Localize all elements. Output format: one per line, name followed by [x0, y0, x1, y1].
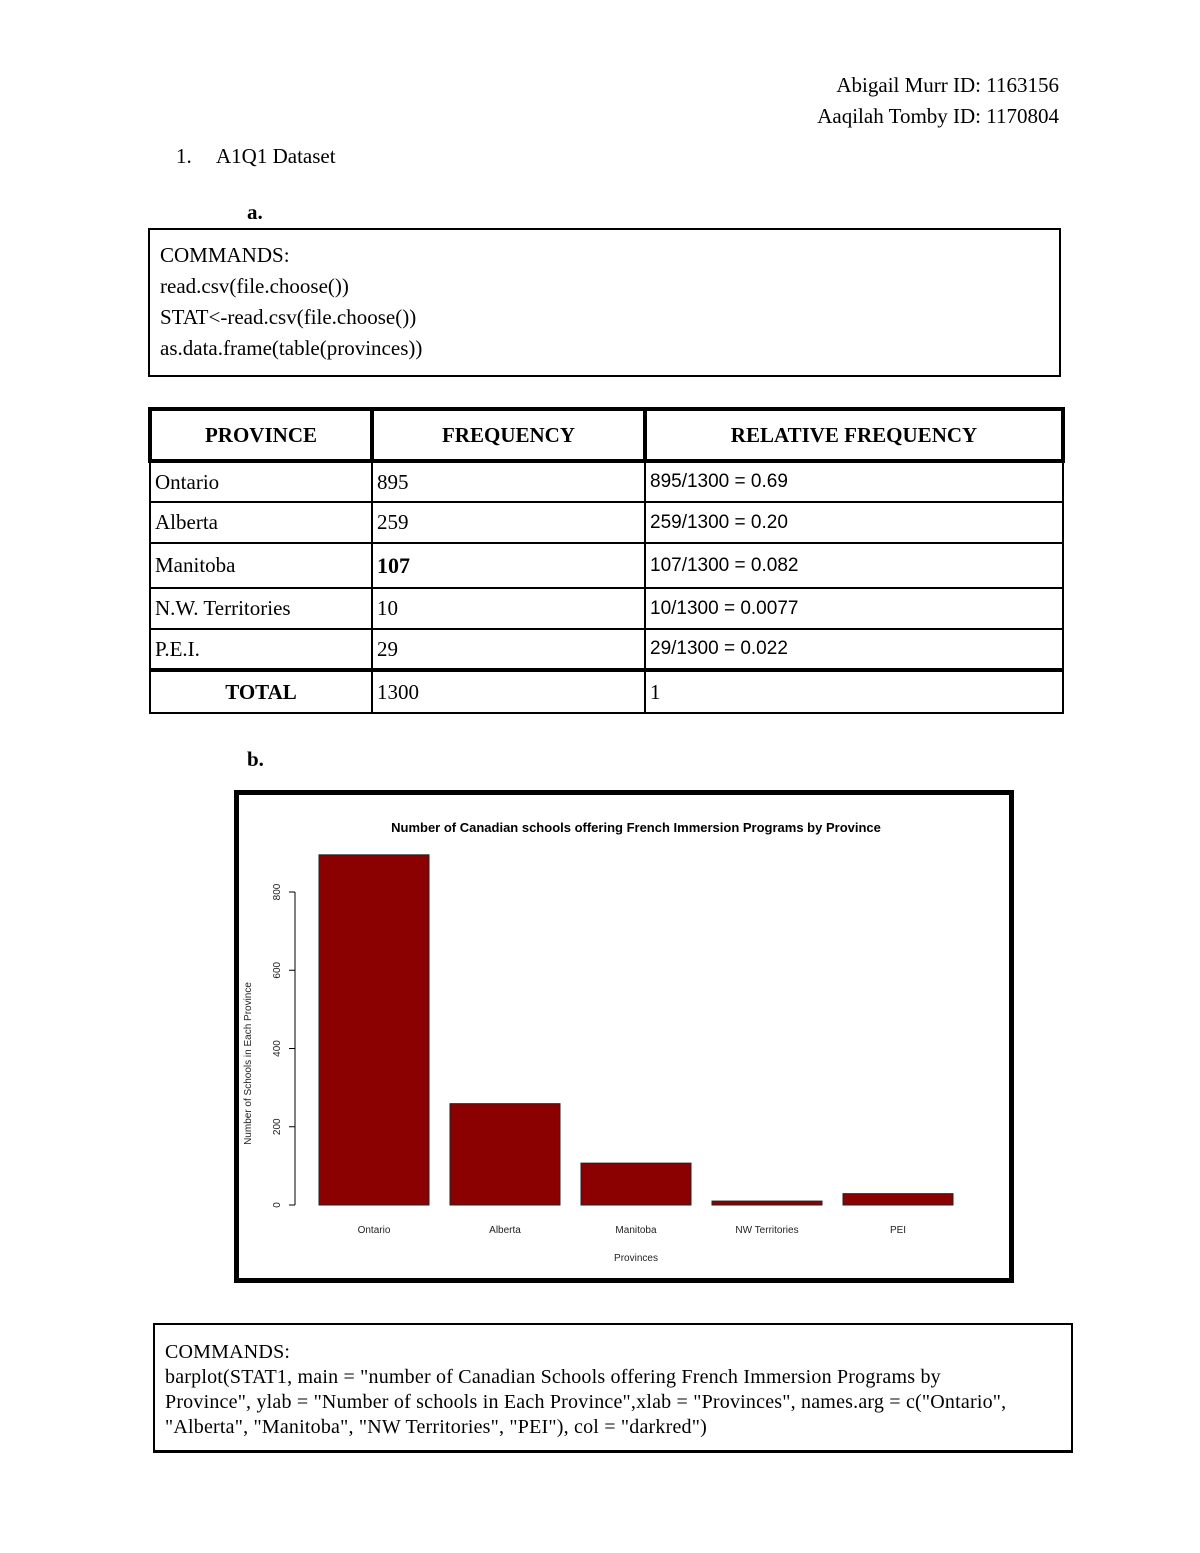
relative-frequency-cell: 10/1300 = 0.0077	[645, 588, 1063, 629]
bar-manitoba	[581, 1163, 691, 1205]
y-tick-label: 800	[272, 883, 283, 901]
total-frequency-cell: 1300	[372, 670, 645, 713]
table-row	[150, 461, 1063, 502]
commands-box-b	[153, 1323, 1073, 1453]
command-line: barplot(STAT1, main = "number of Canadian Schools offering French Immersion Programs by	[165, 1366, 941, 1388]
x-tick-label: Ontario	[357, 1225, 391, 1236]
province-cell: Alberta	[150, 502, 372, 543]
frequency-cell: 895	[372, 461, 645, 502]
commands-heading: COMMANDS:	[165, 1341, 291, 1363]
relative-frequency-cell: 895/1300 = 0.69	[645, 461, 1063, 502]
question-number: 1.	[176, 144, 192, 168]
column-header: PROVINCE	[150, 409, 372, 461]
table-row	[150, 629, 1063, 670]
bar-chart-frame	[234, 790, 1014, 1283]
y-axis-label: Number of Schools in Each Province	[243, 982, 254, 1145]
province-cell: Ontario	[150, 461, 372, 502]
frequency-cell: 259	[372, 502, 645, 543]
x-tick-label: Alberta	[489, 1225, 521, 1236]
frequency-cell: 10	[372, 588, 645, 629]
total-relative-cell: 1	[645, 670, 1063, 713]
total-label: TOTAL	[150, 670, 372, 713]
command-line: as.data.frame(table(provinces))	[160, 336, 423, 360]
author-line-1: Abigail Murr ID: 1163156	[836, 73, 1059, 97]
x-tick-label: PEI	[889, 1225, 907, 1236]
bar-pei	[843, 1194, 953, 1205]
relative-frequency-cell: 259/1300 = 0.20	[645, 502, 1063, 543]
province-cell: N.W. Territories	[150, 588, 372, 629]
command-line: STAT<-read.csv(file.choose())	[160, 305, 417, 329]
frequency-table	[148, 407, 1065, 714]
y-tick-label: 200	[272, 1118, 283, 1136]
relative-frequency-cell: 107/1300 = 0.082	[645, 543, 1063, 588]
table-header-row	[150, 409, 1063, 461]
bar-nw-territories	[712, 1201, 822, 1205]
total-row	[150, 670, 1063, 713]
command-line: Province", ylab = "Number of schools in Each Province",xlab = "Provinces", names.arg = c("Ontario",	[165, 1391, 1007, 1413]
column-header: RELATIVE FREQUENCY	[645, 409, 1063, 461]
author-line-2: Aaqilah Tomby ID: 1170804	[817, 104, 1059, 128]
bar-chart	[239, 795, 1009, 1278]
y-tick-label: 600	[272, 961, 283, 979]
column-header: FREQUENCY	[372, 409, 645, 461]
question-title: A1Q1 Dataset	[216, 144, 336, 168]
relative-frequency-cell: 29/1300 = 0.022	[645, 629, 1063, 670]
table-row	[150, 502, 1063, 543]
province-cell: Manitoba	[150, 543, 372, 588]
x-tick-label: NW Territories	[735, 1225, 799, 1236]
bar-alberta	[450, 1104, 560, 1205]
frequency-cell: 107	[372, 543, 645, 588]
command-line: "Alberta", "Manitoba", "NW Territories", "PEI"), col = "darkred")	[165, 1416, 707, 1438]
frequency-cell: 29	[372, 629, 645, 670]
x-axis-label: Provinces	[614, 1253, 658, 1264]
table-row	[150, 588, 1063, 629]
commands-box-a	[148, 228, 1061, 377]
bar-ontario	[319, 855, 429, 1205]
command-line: read.csv(file.choose())	[160, 274, 349, 298]
y-tick-label: 0	[272, 1202, 283, 1208]
table-row	[150, 543, 1063, 588]
x-tick-label: Manitoba	[615, 1225, 657, 1236]
commands-heading: COMMANDS:	[160, 243, 290, 267]
part-b-label: b.	[247, 747, 264, 771]
y-tick-label: 400	[272, 1040, 283, 1057]
question-heading	[176, 144, 336, 169]
chart-title: Number of Canadian schools offering French Immersion Programs by Province	[391, 820, 881, 835]
part-a-label: a.	[247, 200, 263, 224]
province-cell: P.E.I.	[150, 629, 372, 670]
